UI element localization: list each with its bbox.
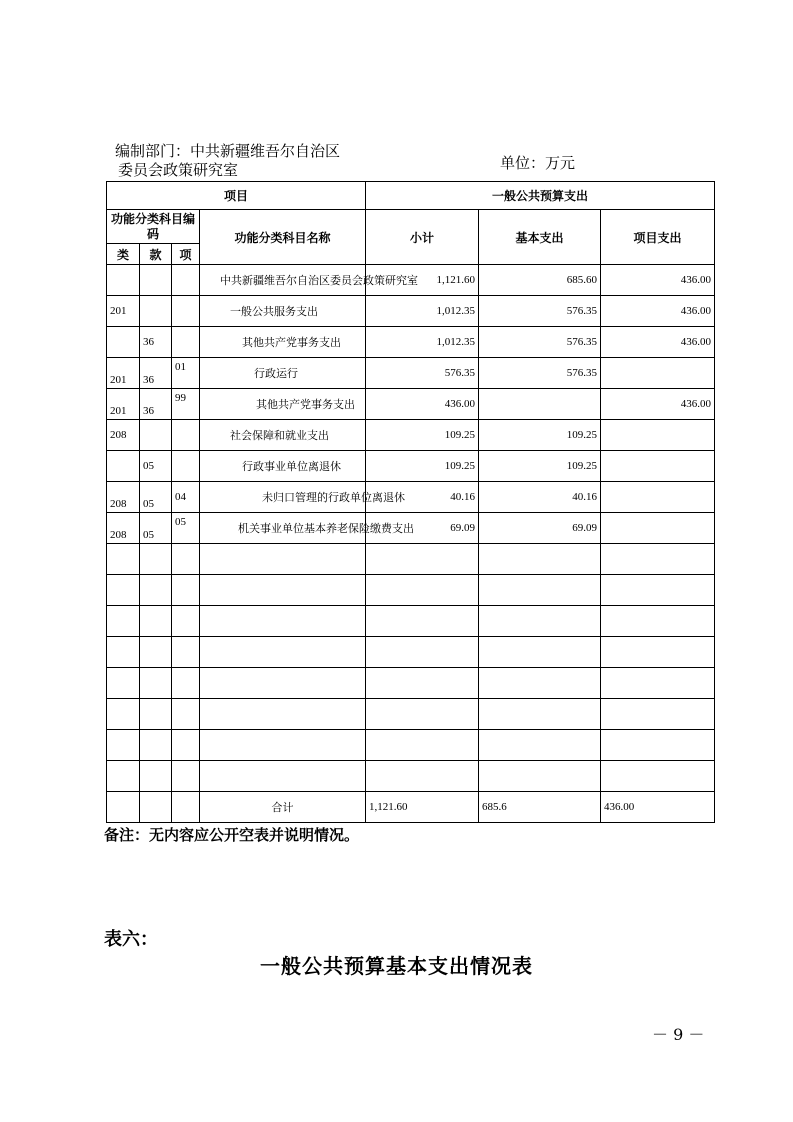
item-code: [172, 420, 200, 451]
empty-row: [107, 761, 715, 792]
subtotal-value: 1,012.35: [366, 327, 479, 358]
subject-name: 中共新疆维吾尔自治区委员会政策研究室: [200, 265, 366, 296]
subtotal-value: 436.00: [366, 389, 479, 420]
basic-value: 69.09: [479, 513, 601, 544]
header-basic: 基本支出: [479, 210, 601, 265]
subtotal-value: 109.25: [366, 420, 479, 451]
empty-row: [107, 606, 715, 637]
department-label: [115, 142, 340, 180]
basic-value: 40.16: [479, 482, 601, 513]
item-code: 05: [172, 513, 200, 544]
section-code: 36: [140, 389, 172, 420]
project-value: [601, 482, 715, 513]
item-code: 99: [172, 389, 200, 420]
class-code: 201: [107, 389, 140, 420]
department-line-1: 编制部门：中共新疆维吾尔自治区: [115, 142, 341, 160]
section-code: [140, 296, 172, 327]
empty-row: [107, 637, 715, 668]
header-code-group: 功能分类科目编码: [107, 210, 200, 244]
header-subtotal: 小计: [366, 210, 479, 265]
basic-value: 109.25: [479, 420, 601, 451]
total-basic: 685.6: [479, 792, 601, 823]
table-row: [107, 513, 715, 544]
section-code: 05: [140, 513, 172, 544]
basic-value: 109.25: [479, 451, 601, 482]
subject-name: 社会保障和就业支出: [200, 420, 366, 451]
project-value: 436.00: [601, 327, 715, 358]
subtotal-value: 576.35: [366, 358, 479, 389]
subject-name: 行政运行: [200, 358, 366, 389]
project-value: 436.00: [601, 265, 715, 296]
item-code: 01: [172, 358, 200, 389]
section-code: 36: [140, 358, 172, 389]
table-row: [107, 265, 715, 296]
class-code: [107, 451, 140, 482]
subtotal-value: 1,121.60: [366, 265, 479, 296]
item-code: [172, 265, 200, 296]
empty-row: [107, 575, 715, 606]
project-value: [601, 358, 715, 389]
department-line-2: 委员会政策研究室: [118, 161, 239, 179]
next-table-title: 一般公共预算基本支出情况表: [260, 954, 533, 978]
class-code: 201: [107, 358, 140, 389]
total-row: [107, 792, 715, 823]
item-code: [172, 451, 200, 482]
subtotal-value: 69.09: [366, 513, 479, 544]
basic-value: [479, 389, 601, 420]
subject-name: 未归口管理的行政单位离退休: [200, 482, 366, 513]
empty-row: [107, 699, 715, 730]
table-row: [107, 451, 715, 482]
empty-row: [107, 730, 715, 761]
section-code: [140, 420, 172, 451]
header-section: 款: [140, 244, 172, 265]
header-budget-expenditure: 一般公共预算支出: [366, 182, 715, 210]
subtotal-value: 109.25: [366, 451, 479, 482]
total-subtotal: 1,121.60: [366, 792, 479, 823]
item-code: [172, 327, 200, 358]
basic-value: 576.35: [479, 327, 601, 358]
table-row: [107, 482, 715, 513]
class-code: 208: [107, 513, 140, 544]
empty-row: [107, 668, 715, 699]
table-row: [107, 358, 715, 389]
basic-value: 576.35: [479, 358, 601, 389]
subject-name: 其他共产党事务支出: [200, 327, 366, 358]
budget-table: [106, 181, 715, 823]
item-code: [172, 296, 200, 327]
class-code: 208: [107, 482, 140, 513]
next-table-label: 表六：: [104, 929, 158, 950]
section-code: 05: [140, 451, 172, 482]
empty-row: [107, 544, 715, 575]
section-code: 36: [140, 327, 172, 358]
basic-value: 576.35: [479, 296, 601, 327]
project-value: 436.00: [601, 389, 715, 420]
section-code: [140, 265, 172, 296]
total-label: 合计: [200, 792, 366, 823]
header-item: 项目: [107, 182, 366, 210]
table-row: [107, 420, 715, 451]
basic-value: 685.60: [479, 265, 601, 296]
subject-name: 其他共产党事务支出: [200, 389, 366, 420]
page-number: － 9 －: [652, 1025, 705, 1044]
class-code: 208: [107, 420, 140, 451]
project-value: [601, 420, 715, 451]
subject-name: 一般公共服务支出: [200, 296, 366, 327]
header-subject-name: 功能分类科目名称: [200, 210, 366, 265]
project-value: [601, 451, 715, 482]
project-value: [601, 513, 715, 544]
header-project: 项目支出: [601, 210, 715, 265]
header-class: 类: [107, 244, 140, 265]
project-value: 436.00: [601, 296, 715, 327]
header-item-code: 项: [172, 244, 200, 265]
table-row: [107, 327, 715, 358]
class-code: 201: [107, 296, 140, 327]
subject-name: 机关事业单位基本养老保险缴费支出: [200, 513, 366, 544]
table-row: [107, 389, 715, 420]
total-project: 436.00: [601, 792, 715, 823]
subject-name: 行政事业单位离退休: [200, 451, 366, 482]
class-code: [107, 327, 140, 358]
item-code: 04: [172, 482, 200, 513]
subtotal-value: 1,012.35: [366, 296, 479, 327]
section-code: 05: [140, 482, 172, 513]
subtotal-value: 40.16: [366, 482, 479, 513]
table-row: [107, 296, 715, 327]
note: 备注：无内容应公开空表并说明情况。: [104, 826, 360, 844]
class-code: [107, 265, 140, 296]
unit-label: 单位：万元: [500, 154, 576, 172]
